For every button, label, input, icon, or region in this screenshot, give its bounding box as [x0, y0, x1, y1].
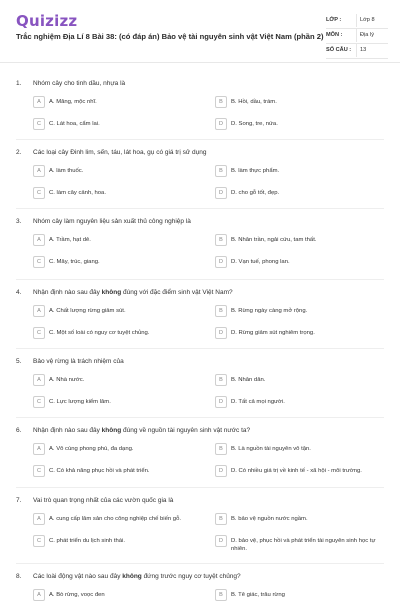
question-text-part: Vai trò quan trọng nhất của các vườn quốc gia là: [33, 497, 174, 504]
question-text: [33, 218, 383, 225]
question-number: 8.: [16, 573, 22, 580]
option-letter-box: B: [215, 374, 227, 386]
option-text: C. phát triển du lịch sinh thái.: [49, 537, 125, 544]
question-divider: [16, 139, 384, 140]
question-text-part: đúng về nguồn tài nguyên sinh vật nước ta?: [121, 427, 251, 434]
option-letter-box: A: [33, 589, 45, 601]
worksheet-title: Trắc nghiệm Địa Lí 8 Bài 38: (có đáp án) Bảo vệ tài nguyên sinh vật Việt Nam (phần 2): [16, 32, 324, 41]
question-number: 6.: [16, 427, 22, 434]
question-text-part: Nhận định nào sau đây: [33, 289, 102, 296]
option-text: D. Rừng giảm sút nghiêm trọng.: [231, 329, 315, 336]
question-text: [33, 149, 383, 156]
meta-subject: [326, 29, 388, 44]
meta-class: [326, 14, 388, 29]
question-number: 7.: [16, 497, 22, 504]
meta-label: LỚP :: [326, 17, 342, 23]
option-text: B. Rừng ngày càng mở rộng.: [231, 307, 308, 314]
option-text: D. Vạn tuế, phong lan.: [231, 258, 290, 265]
option-letter-box: B: [215, 165, 227, 177]
option-letter-box: B: [215, 589, 227, 601]
question-text-part: Nhóm cây làm nguyên liệu sản xuất thủ công nghiệp là: [33, 218, 191, 225]
meta-value: Địa lý: [360, 32, 374, 38]
question-emphasis: không: [101, 427, 122, 434]
option-letter-box: A: [33, 234, 45, 246]
question-text: [33, 427, 383, 434]
option-text: B. Nhân dân.: [231, 376, 266, 383]
option-text: A. Nhà nước.: [49, 376, 85, 383]
question-text-part: Các loài động vật nào sau đây: [33, 573, 123, 580]
question-divider: [16, 348, 384, 349]
option-letter-box: A: [33, 374, 45, 386]
meta-label: SỐ CÂU :: [326, 47, 352, 53]
option-letter-box: B: [215, 305, 227, 317]
question-text: [33, 497, 383, 504]
option-letter-box: A: [33, 165, 45, 177]
question-text-part: Nhóm cây cho tinh dầu, nhựa là: [33, 80, 126, 87]
option-letter-box: D: [215, 118, 227, 130]
option-text: A. Vô cùng phong phú, đa dạng.: [49, 445, 134, 452]
question-divider: [16, 487, 384, 488]
question-divider: [16, 208, 384, 209]
option-letter-box: A: [33, 443, 45, 455]
option-text: D. Song, tre, nứa.: [231, 120, 278, 127]
option-letter-box: A: [33, 96, 45, 108]
question-number: 1.: [16, 80, 22, 87]
option-letter-box: C: [33, 256, 45, 268]
meta-value: Lớp 8: [360, 17, 375, 23]
option-text: D. Tất cả mọi người.: [231, 398, 285, 405]
option-text: B. Là nguồn tài nguyên vô tận.: [231, 445, 311, 452]
option-letter-box: B: [215, 513, 227, 525]
question-number: 2.: [16, 149, 22, 156]
option-text: A. Chất lượng rừng giảm sút.: [49, 307, 126, 314]
question-text-part: đứng trước nguy cơ tuyệt chủng?: [141, 573, 241, 580]
question-emphasis: không: [101, 289, 122, 296]
question-emphasis: không: [122, 573, 142, 580]
option-letter-box: C: [33, 187, 45, 199]
option-text: D. Có nhiều giá trị về kinh tế - xã hội - môi trường.: [231, 467, 362, 474]
option-letter-box: D: [215, 535, 227, 547]
option-letter-box: B: [215, 443, 227, 455]
option-letter-box: D: [215, 465, 227, 477]
question-text: [33, 573, 383, 580]
option-text: C. Một số loài có nguy cơ tuyệt chủng.: [49, 329, 150, 336]
option-letter-box: C: [33, 327, 45, 339]
option-text: C. Có khả năng phục hồi và phát triển.: [49, 467, 150, 474]
question-text-part: Các loại cây Đinh lim, sến, táu, lát hoa, gụ có giá trị sử dụng: [33, 149, 207, 156]
option-text: B. Hồi, dầu, trám.: [231, 98, 277, 105]
question-text: [33, 358, 383, 365]
option-text: A. làm thuốc.: [49, 167, 84, 174]
option-text: C. làm cây cảnh, hoa.: [49, 189, 106, 196]
option-letter-box: C: [33, 118, 45, 130]
question-number: 4.: [16, 289, 22, 296]
question-divider: [16, 563, 384, 564]
option-letter-box: D: [215, 256, 227, 268]
option-letter-box: D: [215, 396, 227, 408]
question-text: [33, 289, 383, 296]
question-divider: [16, 279, 384, 280]
option-text: D. cho gỗ tốt, đẹp.: [231, 189, 280, 196]
option-text: B. bảo vệ nguồn nước ngầm.: [231, 515, 308, 522]
option-letter-box: B: [215, 234, 227, 246]
option-text: C. Lực lượng kiểm lâm.: [49, 398, 111, 405]
question-text-part: đúng với đặc điểm sinh vật Việt Nam?: [121, 289, 233, 296]
option-text: B. làm thực phẩm.: [231, 167, 280, 174]
quizizz-logo: Quizizz: [16, 12, 78, 30]
header-divider: [0, 62, 400, 63]
option-letter-box: C: [33, 465, 45, 477]
option-letter-box: D: [215, 187, 227, 199]
question-number: 5.: [16, 358, 22, 365]
option-text: C. Mây, trúc, giang.: [49, 258, 100, 265]
option-text: B. Tê giác, trâu rừng: [231, 591, 285, 598]
option-letter-box: D: [215, 327, 227, 339]
option-letter-box: A: [33, 305, 45, 317]
question-text-part: Nhận định nào sau đây: [33, 427, 102, 434]
option-text: A. Măng, mộc nhĩ.: [49, 98, 97, 105]
question-divider: [16, 417, 384, 418]
option-letter-box: C: [33, 535, 45, 547]
question-text-part: Bảo vệ rừng là trách nhiệm của: [33, 358, 124, 365]
option-letter-box: A: [33, 513, 45, 525]
option-text: C. Lát hoa, cẩm lai.: [49, 120, 100, 127]
option-text: A. Bò rừng, voọc đen: [49, 591, 105, 598]
option-text: D. bảo vệ, phục hồi và phát triển tài nguyên sinh học tự nhiên.: [231, 537, 376, 552]
question-text: [33, 80, 383, 87]
question-number: 3.: [16, 218, 22, 225]
worksheet-meta: [326, 14, 388, 59]
meta-label: MÔN :: [326, 32, 343, 38]
meta-value: 13: [360, 47, 367, 53]
option-letter-box: C: [33, 396, 45, 408]
option-letter-box: B: [215, 96, 227, 108]
option-text: A. cung cấp lâm sản cho công nghiệp chế biến gỗ.: [49, 515, 181, 522]
option-text: B. Nhân trần, ngải cứu, tam thất.: [231, 236, 317, 243]
option-text: A. Trầm, hạt dẻ.: [49, 236, 91, 243]
meta-count: [326, 44, 388, 59]
